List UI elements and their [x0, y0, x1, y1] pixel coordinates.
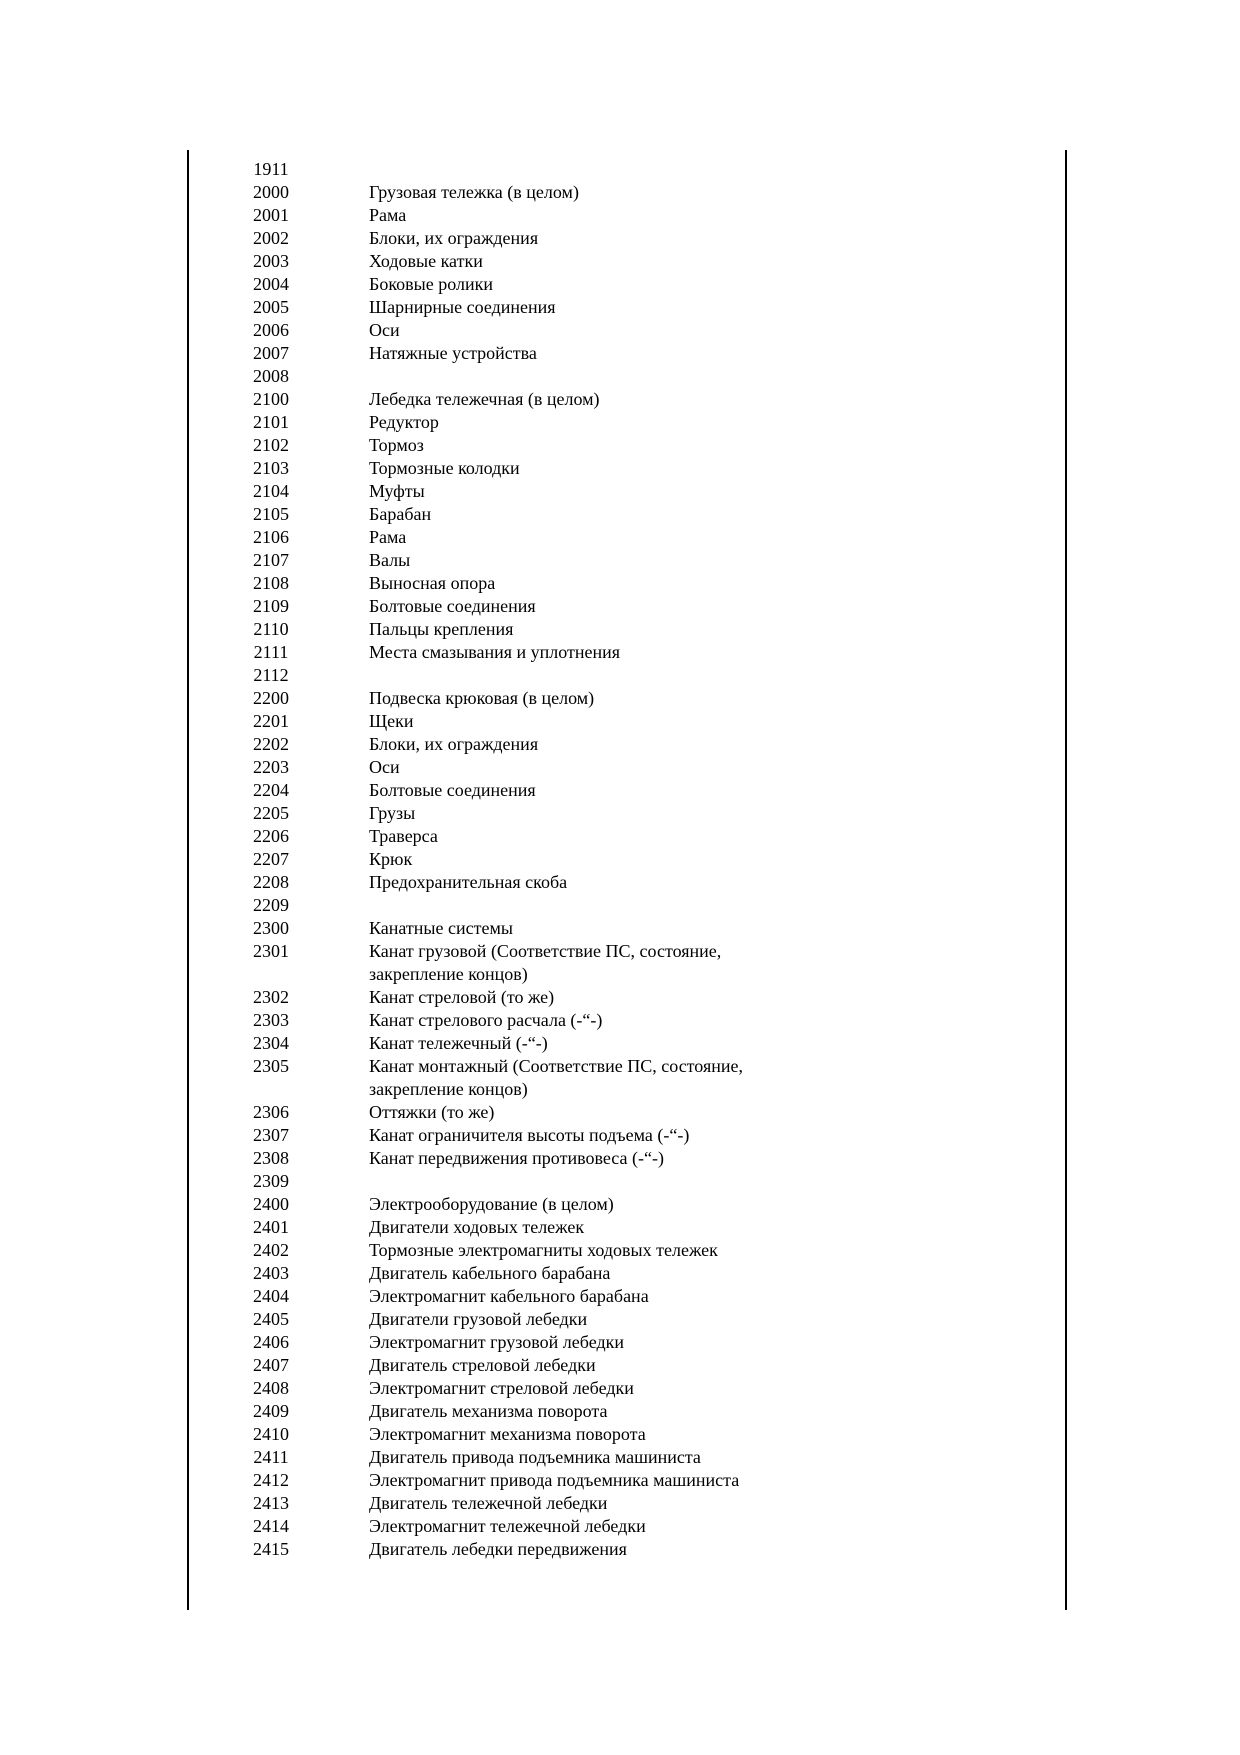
row-code: 2209	[253, 895, 289, 915]
row-code: 2407	[253, 1355, 289, 1375]
table-row	[189, 1170, 1065, 1193]
row-description: Электромагнит грузовой лебедки	[369, 1332, 624, 1352]
row-code: 2004	[253, 274, 289, 294]
row-description: Грузовая тележка (в целом)	[369, 182, 579, 202]
row-code: 2206	[253, 826, 289, 846]
row-description: Канатные системы	[369, 918, 513, 938]
row-description: Блоки, их ограждения	[369, 228, 539, 248]
row-description: Ходовые катки	[369, 251, 483, 271]
row-code: 2412	[253, 1470, 289, 1490]
table-row	[189, 986, 1065, 1009]
table-row	[189, 825, 1065, 848]
row-code: 2411	[253, 1447, 289, 1467]
row-description: Канат тележечный (-“-)	[369, 1033, 548, 1053]
table-row	[189, 204, 1065, 227]
table-row	[189, 1400, 1065, 1423]
row-description: Выносная опора	[369, 573, 496, 593]
row-code: 2409	[253, 1401, 289, 1421]
row-description: Редуктор	[369, 412, 439, 432]
row-description: Муфты	[369, 481, 425, 501]
table-row	[189, 319, 1065, 342]
row-code: 2400	[253, 1194, 289, 1214]
table-row	[189, 434, 1065, 457]
row-description: Оси	[369, 320, 400, 340]
table-row	[189, 710, 1065, 733]
row-description: Канат монтажный (Соответствие ПС, состояние, закрепление концов)	[369, 1056, 744, 1099]
code-table-frame	[187, 150, 1067, 1610]
table-row	[189, 296, 1065, 319]
row-code: 2301	[253, 941, 289, 961]
row-description: Двигатель кабельного барабана	[369, 1263, 611, 1283]
table-row	[189, 618, 1065, 641]
row-description: Двигатели ходовых тележек	[369, 1217, 585, 1237]
row-code: 2107	[253, 550, 289, 570]
row-code: 2109	[253, 596, 289, 616]
row-code: 2408	[253, 1378, 289, 1398]
row-description: Барабан	[369, 504, 432, 524]
row-code: 2202	[253, 734, 289, 754]
table-row	[189, 848, 1065, 871]
row-code: 2102	[253, 435, 289, 455]
table-row	[189, 181, 1065, 204]
row-code: 2308	[253, 1148, 289, 1168]
row-code: 2008	[253, 366, 289, 386]
row-description: Электромагнит механизма поворота	[369, 1424, 646, 1444]
row-description: Двигатель стреловой лебедки	[369, 1355, 596, 1375]
table-row	[189, 733, 1065, 756]
table-row	[189, 342, 1065, 365]
row-description: Траверса	[369, 826, 438, 846]
table-row	[189, 940, 1065, 986]
table-row	[189, 1354, 1065, 1377]
row-code: 2302	[253, 987, 289, 1007]
row-code: 2404	[253, 1286, 289, 1306]
row-code: 2106	[253, 527, 289, 547]
row-code: 2104	[253, 481, 289, 501]
row-description: Двигатель механизма поворота	[369, 1401, 608, 1421]
row-description: Места смазывания и уплотнения	[369, 642, 621, 662]
table-row	[189, 1308, 1065, 1331]
row-code: 2415	[253, 1539, 289, 1559]
row-code: 2309	[253, 1171, 289, 1191]
row-code: 2410	[253, 1424, 289, 1444]
row-code: 2108	[253, 573, 289, 593]
row-description: Пальцы крепления	[369, 619, 514, 639]
row-description: Лебедка тележечная (в целом)	[369, 389, 600, 409]
row-code: 2306	[253, 1102, 289, 1122]
row-code: 2003	[253, 251, 289, 271]
table-row	[189, 687, 1065, 710]
row-code: 2402	[253, 1240, 289, 1260]
table-row	[189, 1469, 1065, 1492]
row-description: Болтовые соединения	[369, 596, 536, 616]
row-description: Блоки, их ограждения	[369, 734, 539, 754]
row-description: Болтовые соединения	[369, 780, 536, 800]
row-code: 2413	[253, 1493, 289, 1513]
row-code: 2205	[253, 803, 289, 823]
row-code: 2307	[253, 1125, 289, 1145]
table-row	[189, 1423, 1065, 1446]
row-code: 2103	[253, 458, 289, 478]
table-row	[189, 1101, 1065, 1124]
row-description: Электромагнит тележечной лебедки	[369, 1516, 646, 1536]
row-description: Рама	[369, 205, 407, 225]
table-row	[189, 526, 1065, 549]
table-row	[189, 365, 1065, 388]
table-row	[189, 802, 1065, 825]
table-row	[189, 1239, 1065, 1262]
row-description: Подвеска крюковая (в целом)	[369, 688, 595, 708]
row-code: 2405	[253, 1309, 289, 1329]
row-code: 2110	[253, 619, 289, 639]
table-row	[189, 227, 1065, 250]
row-code: 2105	[253, 504, 289, 524]
table-row	[189, 1032, 1065, 1055]
row-code: 1911	[253, 159, 289, 179]
table-row	[189, 158, 1065, 181]
row-code: 2101	[253, 412, 289, 432]
row-description: Электромагнит кабельного барабана	[369, 1286, 649, 1306]
row-description: Электромагнит привода подъемника машиниста	[369, 1470, 740, 1490]
row-code: 2207	[253, 849, 289, 869]
table-row	[189, 1147, 1065, 1170]
row-description: Крюк	[369, 849, 413, 869]
row-description: Рама	[369, 527, 407, 547]
row-code: 2100	[253, 389, 289, 409]
row-code: 2201	[253, 711, 289, 731]
row-description: Канат грузовой (Соответствие ПС, состояние, закрепление концов)	[369, 941, 722, 984]
row-code: 2111	[253, 642, 289, 662]
row-code: 2303	[253, 1010, 289, 1030]
row-description: Натяжные устройства	[369, 343, 537, 363]
row-code: 2002	[253, 228, 289, 248]
row-description: Предохранительная скоба	[369, 872, 568, 892]
row-code: 2305	[253, 1056, 289, 1076]
row-code: 2005	[253, 297, 289, 317]
row-description: Тормозные колодки	[369, 458, 520, 478]
table-row	[189, 894, 1065, 917]
row-description: Тормозные электромагниты ходовых тележек	[369, 1240, 718, 1260]
row-description: Грузы	[369, 803, 416, 823]
row-description: Валы	[369, 550, 411, 570]
row-description: Канат стрелового расчала (-“-)	[369, 1010, 603, 1030]
row-description: Боковые ролики	[369, 274, 494, 294]
row-code: 2000	[253, 182, 289, 202]
table-row	[189, 480, 1065, 503]
row-code: 2401	[253, 1217, 289, 1237]
row-code: 2414	[253, 1516, 289, 1536]
row-code: 2204	[253, 780, 289, 800]
row-code: 2300	[253, 918, 289, 938]
table-row	[189, 411, 1065, 434]
table-row	[189, 250, 1065, 273]
row-description: Оттяжки (то же)	[369, 1102, 495, 1122]
row-code: 2112	[253, 665, 289, 685]
row-description: Электромагнит стреловой лебедки	[369, 1378, 634, 1398]
row-description: Оси	[369, 757, 400, 777]
table-row	[189, 1331, 1065, 1354]
table-row	[189, 664, 1065, 687]
table-row	[189, 779, 1065, 802]
table-row	[189, 503, 1065, 526]
table-row	[189, 1377, 1065, 1400]
table-row	[189, 1009, 1065, 1032]
table-row	[189, 641, 1065, 664]
table-row	[189, 457, 1065, 480]
table-row	[189, 1193, 1065, 1216]
table-row	[189, 549, 1065, 572]
row-description: Щеки	[369, 711, 414, 731]
row-description: Тормоз	[369, 435, 424, 455]
row-description: Канат стреловой (то же)	[369, 987, 555, 1007]
table-row	[189, 572, 1065, 595]
row-code: 2406	[253, 1332, 289, 1352]
row-description: Двигатель тележечной лебедки	[369, 1493, 608, 1513]
table-row	[189, 388, 1065, 411]
row-code: 2403	[253, 1263, 289, 1283]
row-description: Двигатели грузовой лебедки	[369, 1309, 588, 1329]
table-row	[189, 1124, 1065, 1147]
row-code: 2006	[253, 320, 289, 340]
row-code: 2007	[253, 343, 289, 363]
row-code: 2304	[253, 1033, 289, 1053]
row-description: Канат передвижения противовеса (-“-)	[369, 1148, 664, 1168]
row-code: 2001	[253, 205, 289, 225]
row-code: 2200	[253, 688, 289, 708]
table-row	[189, 756, 1065, 779]
table-row	[189, 1515, 1065, 1538]
table-row	[189, 1262, 1065, 1285]
table-row	[189, 1216, 1065, 1239]
table-row	[189, 1285, 1065, 1308]
table-row	[189, 1492, 1065, 1515]
row-code: 2203	[253, 757, 289, 777]
row-description: Шарнирные соединения	[369, 297, 556, 317]
table-row	[189, 1446, 1065, 1469]
row-description: Двигатель привода подъемника машиниста	[369, 1447, 701, 1467]
table-row	[189, 917, 1065, 940]
row-description: Двигатель лебедки передвижения	[369, 1539, 627, 1559]
table-row	[189, 1538, 1065, 1561]
table-row	[189, 1055, 1065, 1101]
table-row	[189, 595, 1065, 618]
row-description: Канат ограничителя высоты подъема (-“-)	[369, 1125, 690, 1145]
table-row	[189, 871, 1065, 894]
row-description: Электрооборудование (в целом)	[369, 1194, 614, 1214]
table-row	[189, 273, 1065, 296]
code-table-rows	[189, 158, 1065, 1561]
row-code: 2208	[253, 872, 289, 892]
